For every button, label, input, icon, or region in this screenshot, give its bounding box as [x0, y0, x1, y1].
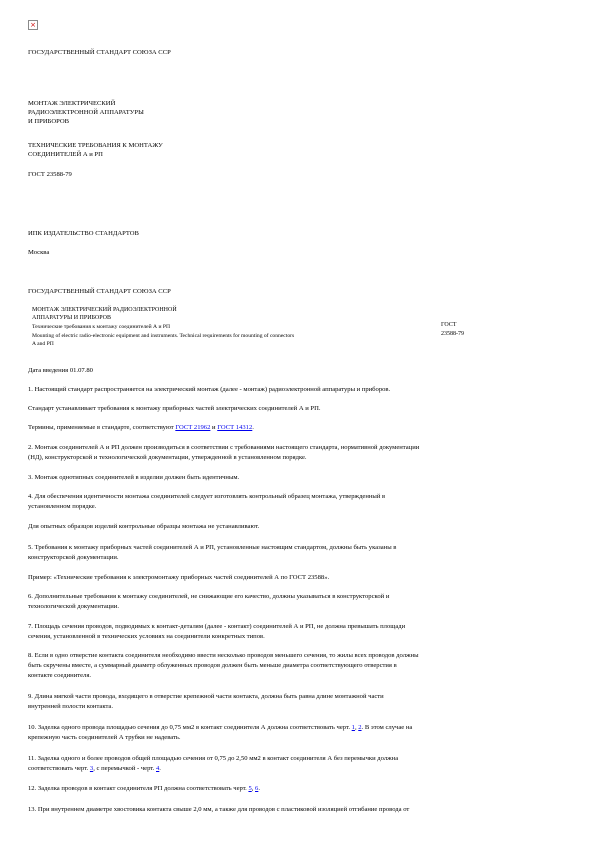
paragraph-7-line-1: 7. Площадь сечения проводов, подводимых к контакт-деталям (далее - контакт) соединителей А и РП, не должна превышать площади [28, 623, 406, 630]
p10-sep: , [354, 724, 359, 731]
paragraph-2-line-2: (НД), конструкторской и технологической документации, утвержденной в установленном порядке. [28, 454, 307, 461]
drawing-6-link[interactable]: 6 [255, 785, 259, 792]
standard-org-heading-2: ГОСУДАРСТВЕННЫЙ СТАНДАРТ СОЮЗА ССР [28, 288, 171, 295]
gost-number: 23588-79 [441, 331, 464, 337]
paragraph-control-samples: Для опытных образцов изделий контрольные образцы монтажа не устанавливают. [28, 523, 260, 530]
terms-text: Термины, применяемые в стандарте, соответствуют [28, 424, 176, 431]
standard-org-heading: ГОСУДАРСТВЕННЫЙ СТАНДАРТ СОЮЗА ССР [28, 49, 171, 56]
title-line-3: И ПРИБОРОВ [28, 118, 70, 125]
paragraph-1: 1. Настоящий стандарт распространяется на электрический монтаж (далее - монтаж) радиоэлектронной аппаратуры и приборов. [28, 386, 391, 393]
p12-end: . [258, 785, 260, 792]
paragraph-13: 13. При внутреннем диаметре хвостовика контакта свыше 2,0 мм, а также для проводов с пластиковой изоляцией отгибание провода от [28, 806, 410, 813]
drawing-5-link[interactable]: 5 [248, 785, 252, 792]
paragraph-6-line-2: технологической документации. [28, 603, 119, 610]
paragraph-9-line-1: 9. Длина мягкой части провода, входящего в отверстие крепежной части контакта, должна быть равна длине монтажной части [28, 693, 384, 700]
p12-text: 12. Заделка проводов в контакт соединителя РП должна соответствовать черт. [28, 785, 249, 792]
drawing-2-link[interactable]: 2 [358, 724, 362, 731]
city: Москва [28, 249, 50, 256]
section2-title-line-3: Технические требования к монтажу соединителей А и РП [32, 324, 171, 330]
paragraph-terms [28, 423, 254, 432]
publisher: ИПК ИЗДАТЕЛЬСТВО СТАНДАРТОВ [28, 230, 139, 237]
title-line-1: МОНТАЖ ЭЛЕКТРИЧЕСКИЙ [28, 100, 116, 107]
drawing-3-link[interactable]: 3 [89, 765, 94, 772]
paragraph-9-line-2: внутренней полости контакта. [28, 703, 113, 710]
p11-text: соответствовать черт. [28, 765, 90, 772]
terms-and: и [210, 424, 218, 431]
paragraph-4-line-2: установленном порядке. [28, 503, 97, 510]
paragraph-2-line-1: 2. Монтаж соединителей А и РП должен производиться в соответствии с требованиями настоящего стандарта, нормативной документации [28, 444, 420, 451]
gost-14312-link[interactable]: ГОСТ 14312 [217, 424, 253, 431]
paragraph-10-line-1 [28, 723, 412, 732]
paragraph-5-line-1: 5. Требования к монтажу приборных частей соединителей А и РП, установленные настоящим стандартом, должны быть указаны в [28, 544, 397, 551]
subtitle-line-2: СОЕДИНИТЕЛЕЙ А и РП [28, 151, 103, 158]
document-code: ГОСТ 23588-79 [28, 171, 72, 178]
section2-title-english-1: Mounting of electric radio-electronic equipment and instruments. Technical requirements for mounting of connectors [32, 333, 295, 339]
paragraph-10-line-2: крепежную часть соединителей А трубки не надевать. [28, 734, 181, 741]
p10-tail: . В этом случае на [361, 724, 413, 731]
paragraph-11-line-1: 11. Заделка одного и более проводов общей площадью сечения от 0,75 до 2,50 мм2 в контакт соединителя А без перемычки должна [28, 755, 399, 762]
gost-label: ГОСТ [441, 322, 457, 328]
p12-sep: , [251, 785, 256, 792]
drawing-4-link[interactable]: 4 [156, 765, 160, 772]
drawing-1-link[interactable]: 1 [351, 724, 355, 731]
terms-end: . [252, 424, 254, 431]
p11-mid: , с перемычкой - черт. [93, 765, 156, 772]
paragraph-standard-scope: Стандарт устанавливает требования к монтажу приборных частей электрических соединителей А и РП. [28, 405, 321, 412]
section2-title-line-1: МОНТАЖ ЭЛЕКТРИЧЕСКИЙ РАДИОЭЛЕКТРОННОЙ [32, 307, 177, 313]
paragraph-11-line-2 [28, 764, 161, 773]
paragraph-example: Пример: «Технические требования к электромонтажу приборных частей соединителей А по ГОСТ 23588». [28, 574, 330, 581]
section2-title-english-2: A and PП [32, 341, 54, 347]
paragraph-8-line-2: быть скручены вместе, а суммарный диаметр облуженных проводов должен быть меньше диаметра соответствующего отверстия в [28, 662, 397, 669]
p10-text: 10. Заделка одного провода площадью сечения до 0,75 мм2 в контакт соединителя А должна соответствовать черт. [28, 724, 352, 731]
paragraph-12 [28, 784, 260, 793]
gost-21962-link[interactable]: ГОСТ 21962 [175, 424, 211, 431]
paragraph-8-line-3: контакте соединителя. [28, 672, 92, 679]
paragraph-3: 3. Монтаж однотипных соединителей в изделии должен быть идентичным. [28, 474, 240, 481]
paragraph-7-line-2: сечения, установленной в технических условиях на соединители конкретных типов. [28, 633, 265, 640]
effective-date: Дата введения 01.07.80 [28, 367, 93, 374]
paragraph-4-line-1: 4. Для обеспечения идентичности монтажа соединителей следует изготовлять контрольный образец монтажа, утвержденный в [28, 493, 386, 500]
subtitle-line-1: ТЕХНИЧЕСКИЕ ТРЕБОВАНИЯ К МОНТАЖУ [28, 142, 163, 149]
paragraph-8-line-1: 8. Если в одно отверстие контакта соединителя необходимо ввести несколько проводов меньшего сечения, то жилы всех проводов должны [28, 652, 419, 659]
section2-title-line-2: АППАРАТУРЫ И ПРИБОРОВ [32, 315, 112, 321]
title-line-2: РАДИОЭЛЕКТРОННОЙ АППАРАТУРЫ [28, 109, 144, 116]
p11-end: . [159, 765, 161, 772]
broken-image-icon: × [28, 20, 38, 30]
paragraph-6-line-1: 6. Дополнительные требования к монтажу соединителей, не снижающие его качество, должны указываться в конструкторской и [28, 593, 390, 600]
paragraph-5-line-2: конструкторской документации. [28, 554, 119, 561]
